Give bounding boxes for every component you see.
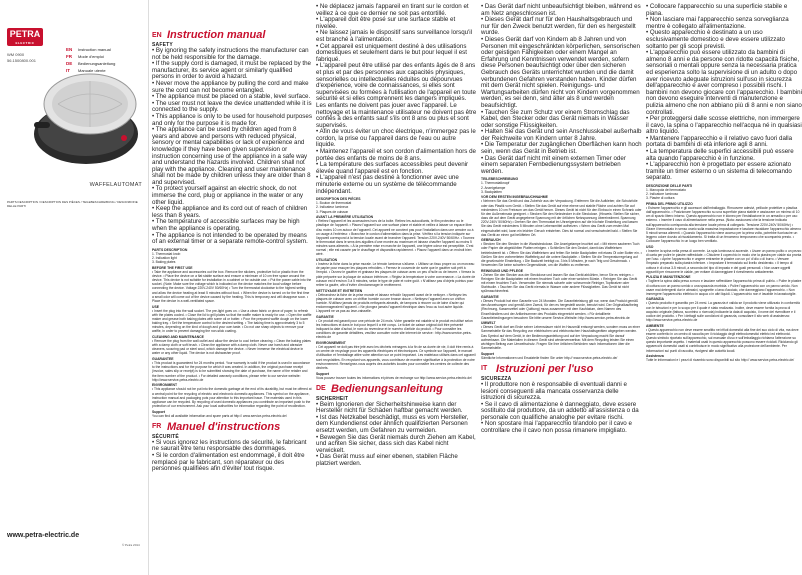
- language-code: IT: [481, 365, 488, 373]
- safety-item: • Tauchen Sie zum Schutz vor einem Stromschlag das Kabel, den Stecker oder das Gerät niemals in Wasser oder sonstige Flüssigkeiten.: [481, 108, 630, 129]
- subsection-text: • Remove the plug from the wall outlet and allow the device to cool before cleaning. • Clean the baking plates with a damp cloth or soft brush. • Clean the appliance with a damp cloth. Never use harsh and abrasive cleaners, scouring pad or steel wool, which damage the device. • Never immerse the electrical device in water or any other liquid. The device is not dishwasher proof.: [152, 338, 311, 356]
- safety-item: • Das Gerät muss auf einer ebenen, stabilen Fläche platziert werden.: [316, 453, 458, 468]
- subsection-heading: USE: [152, 304, 159, 309]
- subsection-heading: Support: [481, 351, 494, 356]
- subsection-heading: GARANZIA: [646, 297, 664, 302]
- subsection-heading: VOR DEM ERSTEN INGEBRAUCHNAHME: [481, 195, 548, 200]
- subsection-heading: GUARANTEE: [152, 357, 174, 362]
- safety-item: • If the supply cord is damaged, it must be replaced by the manufacturer, its service agent or similarly qualified persons in order to avoid a hazard.: [152, 60, 312, 81]
- safety-list: [479, 382, 642, 435]
- section-title: Bedienungsanleitung: [331, 382, 443, 395]
- language-entry: [66, 53, 146, 60]
- subsection-heading: Support: [152, 409, 165, 414]
- subsection-text: • This appliance should not be put into the domestic garbage at the end of its durability, but must be offered at a central point for the recycling of electric and electronic domestic appliances. This symbol on the appliance, instruction manual and packaging puts your attention to this important issue. The materials used in this appliance can be recycled. By recycling of used domestic appliances you contribute an important push to the protection of our environment. Ask your local authorities for information regarding the point of recollection.: [152, 387, 312, 408]
- safety-item: • Bewegen Sie das Gerät niemals durch Ziehen am Kabel, und achten Sie sicher, dass sich das Kabel nicht verwickelt.: [316, 433, 476, 454]
- parts-heading: DESCRIPTION DES PIÈCES: [316, 197, 361, 202]
- safety-item: • Das Gerät darf nicht unbeaufsichtigt bleiben, während es am Netz angeschlossen ist.: [481, 3, 641, 17]
- subsection-heading: CLEANING AND MAINTENANCE: [152, 334, 204, 339]
- subsection-text: • This product is guaranteed for 24 months period. Your warranty is valid if the product is used in accordance to the instructions and for the purpose for which it was created. In addition, the original purchase receipt (invoice, sales slip or receipt) is to be submitted showing the date of purchase, the name of the retailer and the item number of the product. • For detailed warranty conditions, please refer to our service website: http://www.service-petra-electric.de: [152, 361, 310, 382]
- subsection-heading: GARANTIE: [481, 295, 499, 300]
- safety-item: • Beim Ignorieren der Sicherheitshinweise kann der Hersteller nicht für Schäden haftbar gemacht werden.: [316, 400, 463, 415]
- subsection-text: • Estrarre l'apparecchio e gli accessori dall'imballaggio. Rimuovere adesivi, pellicole protettive o plastica dall'apparecchio. • Posizionare l'apparecchio su una superficie piana stabile e assicurare un minimo di 10 cm di spazio libero intorno. Questo apparecchio non è idoneo per l'installazione in un armadio o per uso esterno. • Inserire il cavo di alimentazione nella presa. (Nota: assicurarsi che la tensione indicata sull'apparecchio corrisponda alla tensione locale prima di collegarlo. Tensione 220V-240V 50/60Hz) • Girare il termostato in senso orario sulla massima impostazione e lasciare riscaldare l'apparecchio almeno 5 minuti senza alimenti. • Quando l'apparecchio viene acceso per la prima volta, potrebbe fuoriuscire un leggero odore dovuto al riscaldamento. Si tratta di un fenomeno temporaneo che scomparirà presto. • Collocare l'apparecchio in un luogo ben ventilato.: [646, 206, 801, 244]
- subsection-text: • Insérez la fiche dans la prise murale. Le témoin lumineux s'allume. • Utilisez un tissu propre ou un morceau de papier pour essuyer les plaques refroidies. • Fermez le couvercle de sorte que le gaufrier soit prêt à l'emploi. • Ouvrez le gaufrier et graissez les plaques de cuisson avec un peu d'huile ou de beurre. • Versez la pâte préparée sur la plaque de cuisson inférieure. • Réglez la température à votre convenance. • La durée de cuisson est d'environ 3 à 5 minutes, selon le type de pâte et votre goût. • N'utilisez pas d'objets pointus pour retirer la gaufre, afin d'éviter d'endommager le revêtement.: [316, 262, 476, 287]
- safety-item: • Halten Sie das Gerät und sein Anschlusskabel außerhalb der Reichweite von Kindern unter 8 Jahre.: [481, 128, 642, 142]
- subsection-heading: PULIZIA E MANUTENZIONE: [646, 275, 691, 280]
- subsection-heading: AMBIENTE: [646, 323, 664, 328]
- subsection-heading: SICUREZZA: [481, 375, 512, 382]
- small-text-block: [644, 184, 802, 362]
- safety-list: [314, 4, 477, 195]
- section-title: Istruzioni per l'uso: [496, 362, 594, 375]
- safety-item: • To protect yourself against an electric shock, do not immerse the cord, plug or appliance in the water or any other liquid.: [152, 185, 303, 206]
- column-italian: [644, 0, 802, 575]
- subsection-text: You can find all available information and spare parts at http:// www.service-petra-electric.de/: [152, 413, 287, 418]
- subsection-text: • Togliere la spina dalla presa a muro e lasciare raffreddare l'apparecchio prima di pulirlo. • Pulire le piastre di cottura con un panno umido o una spazzola morbida. • Pulire l'apparecchio con un panno umido. Non usare mai detergenti duri e abrasivi, spugnette o lana d'acciaio, che danneggiano l'apparecchio. • Non immergere l'apparecchio elettrico in acqua o in altri liquidi. L'apparecchio non è lavabile in lavastoviglie.: [646, 279, 802, 296]
- subsection-text: Sämtliche Informationen und Ersatzteile finden Sie unter http:// www.service-petra-electric.de/: [481, 355, 618, 360]
- subsection-heading: ENVIRONNEMENT: [316, 341, 346, 346]
- safety-item: • L'appareil n'est pas destiné à fonctionner avec une minuterie externe ou un système de télécommande indépendant.: [316, 174, 459, 195]
- safety-list: [479, 4, 642, 175]
- safety-item: • Per proteggersi dalle scosse elettriche, non immergere il cavo, la spina o l'apparecchio nell'acqua né in qualsiasi altro liquido.: [646, 115, 802, 136]
- language-code: FR: [66, 54, 72, 59]
- parts-description-caption: PARTS DESCRIPTION / DESCRIPTION DES PIÈCES / TEILEBESCHREIBUNG / DESCRIZIONE DELLE PARTI: [7, 200, 138, 208]
- safety-item: • L'appareil doit être posé sur une surface stable et nivelée.: [316, 16, 456, 30]
- subsection-heading: BEFORE THE FIRST USE: [152, 265, 193, 270]
- safety-item: • Dieses Gerät darf von Kindern ab 8 Jahren und von Personen mit eingeschränkten körperlichen, sensorischen oder geistigen Fähigkeiten oder einem Mangel an Erfahrung und Kenntnissen verwendet werden, sofern diese Personen beaufsichtigt oder über den sicheren Gebrauch des Geräts unterrichtet wurden und die damit verbundenen Gefahren verstanden haben. Kinder dürfen mit dem Gerät nicht spielen. Reinigungs- und Wartungsarbeiten dürfen nicht von Kindern vorgenommen werden, es sei denn, sind älter als 8 und werden beaufsichtigt.: [481, 35, 640, 109]
- safety-list: [150, 48, 312, 246]
- language-code: DE: [66, 61, 73, 66]
- part-item: 2. Indicateur lumineux: [316, 205, 349, 210]
- subsection-text: Tutte le informazioni e i pezzi di ricambio sono disponibili sul sito http:// www.service-petra-electric.de/: [646, 358, 795, 363]
- subsection-heading: USO: [646, 244, 654, 249]
- model-line: 56.1500800.001: [7, 58, 36, 63]
- safety-item: • Non lasciare mai l'apparecchio senza sorveglianza mentre è collegato all'alimentazione.: [646, 16, 789, 30]
- small-text-block: [150, 248, 312, 418]
- subsection-text: • Dieses Gerät darf am Ende seiner Lebensdauer nicht im Hausmüll entsorgt werden, sondern muss an einer Sammelstelle für das Recycling von elektrischen und elektronischen Haushaltsgeräten abgegeben werden. Das Symbol auf dem Gerät, in der Bedienungsanleitung und auf der Verpackung macht Sie darauf aufmerksam. Die Materialien in diesem Gerät sind wiederverwertbar. Mit dem Recycling leisten Sie einen wichtigen Beitrag zum Umweltschutz. Fragen Sie Ihre örtlichen Behörden nach Informationen über die Sammelstelle.: [481, 325, 640, 351]
- waffle-maker-image: [28, 64, 146, 172]
- safety-item: • L'appareil peut être utilisé par des enfants âgés de 8 ans et plus et par des personnes aux capacités physiques, sensorielles ou intellectuelles réduites ou dépourvues d'expérience, voire de connaissances, si elles sont supervisées ou formées à l'utilisation de l'appareil en toute sécurité et si elles comprennent les dangers impliqués. Les enfants ne doivent pas jouer avec l'appareil. Le nettoyage et la maintenance utilisateur ne doivent pas être confiés à des enfants sauf s'ils ont 8 ans ou plus et sont supervisés.: [316, 62, 477, 129]
- part-item: 1. Thermostat knob: [152, 251, 181, 256]
- safety-item: • Afin de vous éviter un choc électrique, n'immergez pas le cordon, la prise ou l'appareil dans de l'eau ou autre liquide.: [316, 128, 476, 149]
- safety-item: • La température des surfaces accessibles peut devenir élevée quand l'appareil est en fonction.: [316, 161, 469, 175]
- section-header-it: [481, 363, 642, 375]
- column-german-italian: [479, 0, 642, 575]
- safety-item: • Maintenez l'appareil et son cordon d'alimentation hors de portée des enfants de moins de 8 ans.: [316, 148, 476, 162]
- subsection-heading: REINIGUNG UND PFLEGE: [481, 268, 524, 273]
- safety-item: • Questo apparecchio è destinato a un uso esclusivamente domestico e deve essere utilizzato soltanto per gli scopi previsti.: [646, 29, 785, 50]
- parts-heading: DESCRIZIONE DELLE PARTI: [646, 184, 693, 189]
- safety-item: • The user must not leave the device unattended while it is connected to the supply.: [152, 99, 312, 114]
- subsection-text: • Insert the plug into the wall socket. The pre-light goes on. • Use a clean fabric or piece of paper, to refresh with the plates cooled. • Close the lid to grill plates so that the waffle maker is ready for use. • Open the waffle maker and grease both baking plates with some oil or butter. • Pour the prepared waffle dough on the lower baking tray. • Set the temperature control to the desired setting. • The baking time is approximately 3 to 5 minutes, depending on the kind of dough and your own taste. • Do not use sharp objects to remove your waffle, in order to prevent damaging the non-stick coating.: [152, 308, 312, 334]
- subsection-heading: GEBRAUCH: [481, 238, 501, 243]
- language-code: IT: [66, 68, 70, 73]
- part-item: 3. Baking plates: [152, 260, 176, 265]
- subsection-text: • Dieses Produkt hat eine Garantie von 24 Monaten. Die Garantieleistung gilt nur, wenn das Produkt gemäß den Anweisungen und gemäß dem Zweck, für den es hergestellt wurde, benutzt wird. Der Originalkaufbeleg (Rechnung, Kassenzettel oder Quittung) muss zusammen mit dem Kaufdatum, dem Namen des Einzelhändlers und der Artikelnummer des Produkts eingereicht werden. • Für detaillierte Garantiebedingungen besuchen Sie bitte unsere Service-Website: http://www.service-petra-electric.de: [481, 299, 639, 320]
- small-text-block: [479, 177, 642, 359]
- safety-item: • Never move the appliance by pulling the cord and make sure the cord can not become entangled.: [152, 79, 309, 94]
- brand-name: PETRA: [9, 29, 41, 39]
- subsection-heading: SICHERHEIT: [316, 395, 349, 402]
- parts-heading: PARTS DESCRIPTION: [152, 247, 188, 252]
- parts-heading: TEILEBESCHREIBUNG: [481, 177, 519, 182]
- safety-item: • Non spostare mai l'apparecchio tirandolo per il cavo e controllare che il cavo non possa rimanere impigliato.: [481, 420, 632, 435]
- subsection-text: • Ziehen Sie den Stecker aus der Steckdose und lassen Sie das Gerät abkühlen, bevor Sie es reinigen. • Reinigen Sie die Backplatten mit einem feuchten Tuch oder einer weichen Bürste. • Reinigen Sie das Gerät mit einem feuchten Tuch. Verwenden Sie niemals scharfe oder scheuernde Reiniger, Topfkratzer oder Stahlwolle. • Tauchen Sie das Gerät niemals in Wasser oder andere Flüssigkeiten. Das Gerät ist nicht spülmaschinenfest.: [481, 272, 638, 294]
- subsection-text: • Débranchez la fiche de la prise murale et laissez refroidir l'appareil avant de le nettoyer. • Nettoyez les plaques de cuisson avec un chiffon humide ou une brosse douce. • Nettoyez l'appareil avec un chiffon humide. N'utilisez jamais de produits nettoyants abrasifs, de tampons à récurer ou de laine d'acier qui endommageraient l'appareil. • Ne plongez jamais l'appareil électrique dans l'eau ou tout autre liquide. L'appareil ne va pas au lave-vaisselle.: [316, 292, 467, 314]
- cover-panel: [0, 0, 149, 575]
- subsection-text: • Inserire la spina nella presa di corrente. La spia luminosa si accende. • Usare un panno pulito o un pezzo di carta per pulire le piastre raffreddate. • Chiudere il coperchio in modo che la piastra per cialde sia pronta per l'uso. • Aprire l'apparecchio e ungere entrambe le piastre con un po' d'olio o di burro. • Versare l'impasto preparato sulla piastra inferiore. • Impostare il termostato sul livello desiderato. • Il tempo di cottura è di circa 3-5 minuti, a seconda del tipo di impasto e dei gusti personali. • Non usare oggetti appuntiti per rimuovere le cialde, per evitare di danneggiare il rivestimento antiaderente.: [646, 248, 802, 274]
- subsection-heading: NETTOYAGE ET ENTRETIEN: [316, 288, 363, 293]
- language-label: Instruction manual: [78, 47, 111, 52]
- language-label: Mode d'emploi: [78, 54, 104, 59]
- subsection-text: • Ce produit est garanti pour une période de 24 mois. Votre garantie est valable si le produit est utilisé selon les instructions et dans le but pour lequel il a été conçu. Le ticket de caisse original doit être présenté indiquant la date d'achat, le nom du revendeur et le numéro d'article du produit. • Pour connaître les conditions de garantie détaillées, veuillez consulter notre site internet de service : http://www.service-petra-electric.de: [316, 318, 473, 340]
- subsection-text: • Take the appliance and accessories out the box. Remove the stickers, protective foil or plastic from the device. • Place the device on a flat stable surface and ensure a minimum of 10 cm free space around the device. This device is not suitable for installation in a cabinet or for outside use. • Put the power cable into the socket. (Note: Make sure the voltage which is indicated on the device matches the local voltage before connecting the device. Voltage 220V-240V 50/60Hz) • Turn the thermostat clockwise to the highest setting and allow the device heating at least 5 minutes without food. • When the device is turned on for the first time a small odor will come out of the device caused by the heating. This is temporary and will disappear soon. • Place the device in a well-ventilated space.: [152, 269, 312, 303]
- subsection-text: • Cet appareil ne doit pas être jeté avec les déchets ménagers à la fin de sa durée de vie, il doit être remis à un centre de recyclage pour les appareils électriques et électroniques. Ce symbole sur l'appareil, le manuel d'utilisation et l'emballage attire votre attention sur ce point important. Les matériaux utilisés dans cet appareil sont recyclables. En recyclant vos appareils, vous contribuez de manière significative à la protection de notre environnement. Renseignez-vous auprès des autorités locales pour connaître les centres de collecte des déchets.: [316, 345, 476, 370]
- safety-item: • La temperatura delle superfici accessibili può essere alta quando l'apparecchio è in funzione.: [646, 148, 794, 162]
- subsection-heading: SAFETY: [152, 42, 173, 48]
- subsection-heading: SÉCURITÉ: [152, 433, 179, 440]
- safety-item: • Keep the appliance and its cord out of reach of children less than 8 years.: [152, 205, 308, 219]
- model-line: WM 0900: [7, 52, 25, 57]
- language-entry: [66, 46, 146, 53]
- section-header-en: [152, 29, 312, 41]
- part-item: 2. Anzeigelampe: [481, 185, 506, 190]
- safety-item: • Mantenere l'apparecchio e il relativo cavo fuori dalla portata di bambini di età inferiore agli 8 anni.: [646, 134, 793, 149]
- safety-item: • L'apparecchio non è progettato per essere azionato tramite un timer esterno o un sistema di telecomando separato.: [646, 161, 792, 182]
- part-item: 3. Plaques de cuisson: [316, 209, 349, 214]
- small-text-block: [314, 197, 477, 379]
- safety-item: • Si le cordon d'alimentation est endommagé, il doit être remplacé par le fabricant, son réparateur ou des personnes qualifiées afin d'éviter tout risque.: [152, 452, 305, 473]
- product-name: WAFFELAUTOMAT: [89, 182, 142, 188]
- subsection-heading: UMWELT: [481, 321, 496, 326]
- safety-list: [644, 4, 802, 182]
- subsection-heading: UTILISATION: [316, 258, 338, 263]
- safety-item: • Dieses Gerät darf nur für den Haushaltsgebrauch und nur für den Zweck benutzt werden, für den es hergestellt wurde.: [481, 16, 636, 37]
- copyright: © Petra 2014: [122, 543, 140, 547]
- subsection-text: • Retirez l'appareil et les accessoires hors de la boîte. Retirez les autocollants, le film protecteur ou le plastique de l'appareil. • Placez l'appareil sur une surface plane et stable et veillez à laisser un espace libre d'au moins 10 cm autour de l'appareil. Cet appareil ne convient pas pour l'installation dans une armoire ou à un usage à l'extérieur. • Branchez le cordon d'alimentation dans la prise. Vérifiez si la tension indiquée sur l'appareil correspond à la tension locale avant de brancher l'appareil. Tension 220V-240V 50/60Hz. • Tournez le thermostat dans le sens des aiguilles d'une montre au maximum et laissez chauffer l'appareil au moins 5 minutes sans aliments. • À la première mise en marche de l'appareil, une légère odeur est perceptible. C'est normal ; elle est causée par le chauffage et disparaîtra rapidement. • Placez l'appareil dans un endroit bien aéré.: [316, 219, 475, 257]
- safety-item: • Collocare l'apparecchio su una superficie stabile e piana.: [646, 3, 788, 17]
- safety-item: • Il produttore non è responsabile di eventuali danni e lesioni conseguenti alla mancata osservanza delle istruzioni di sicurezza.: [481, 380, 627, 402]
- safety-item: • Se il cavo di alimentazione è danneggiato, deve essere sostituito dal produttore, da un addetto all'assistenza o da personale con qualifiche analoghe per evitare rischi.: [481, 400, 639, 421]
- language-code: EN: [66, 47, 73, 52]
- language-code: FR: [152, 423, 162, 431]
- subsection-heading: ENVIRONMENT: [152, 383, 178, 388]
- subsection-text: Vous pouvez trouver toutes les informations et pièces de rechange sur http://www.service-petra-electric.de/: [316, 375, 472, 380]
- part-item: 2. Indication light: [152, 255, 177, 260]
- subsection-heading: AVANT LA PREMIÈRE UTILISATION: [316, 215, 374, 220]
- safety-item: • Ist das Netzkabel beschädigt, muss es vom Hersteller, dem Kundendienst oder ähnlich qualifizierten Personen ersetzt werden, um Gefahren zu vermeiden.: [316, 413, 469, 435]
- safety-item: • By ignoring the safety instructions the manufacturer can not be held responsible for the damage.: [152, 47, 309, 61]
- subsection-heading: GARANTIE: [316, 314, 334, 319]
- safety-item: • Si vous ignorez les instructions de sécurité, le fabricant ne saurait être tenu responsable des dommages.: [152, 438, 307, 453]
- section-header-fr: [152, 421, 312, 433]
- subsection-heading: Support: [316, 371, 329, 376]
- language-code: EN: [152, 31, 162, 39]
- petra-logo: [7, 28, 43, 46]
- subsection-text: • Nehmen Sie das Gerät und das Zubehör aus der Verpackung. Entfernen Sie die Aufkleber, die Schutzfolie oder das Plastik vom Gerät. • Stellen Sie das Gerät auf eine ebene und stabile Fläche und achten Sie auf mindestens 10 cm Freiraum um das Gerät herum. Dieses Gerät ist nicht für den Einbau in einen Schrank oder für den Außeneinsatz geeignet. • Stecken Sie den Netzstecker in die Steckdose. (Hinweis: Stellen Sie sicher, dass die auf dem Gerät angegebene Spannung mit der örtlichen Netzspannung übereinstimmt. Spannung 220V-240V 50/60Hz) • Drehen Sie den Thermostat im Uhrzeigersinn auf die höchste Einstellung und lassen Sie das Gerät mindestens 5 Minuten ohne Lebensmittel aufheizen. • Wenn das Gerät zum ersten Mal eingeschaltet wird, kann ein leichter Geruch entstehen. Dies ist normal und verschwindet bald. • Stellen Sie das Gerät an einen gut belüfteten Ort.: [481, 199, 642, 237]
- safety-item: • The appliance must be placed on a stable, level surface.: [152, 93, 311, 101]
- part-item: 2. Indicatore luminoso: [646, 192, 679, 197]
- language-label: Bedienungsanleitung: [78, 61, 116, 66]
- brand-subtitle: ELECTRIC: [15, 41, 35, 45]
- language-label: Manuale utente: [78, 68, 106, 73]
- subsection-heading: PRIMA DEL PRIMO UTILIZZO: [646, 202, 693, 206]
- part-item: 1. Thermostatknopf: [481, 181, 510, 186]
- safety-item: • The appliance is not intended to be operated by means of an external timer or a separate remote-control system.: [152, 231, 308, 246]
- part-item: 1. Bouton de thermostat: [316, 201, 352, 206]
- safety-item: • Die Temperatur der zugänglichen Oberflächen kann hoch sein, wenn das Gerät in Betrieb ist.: [481, 141, 642, 156]
- part-item: 3. Piastre di cottura: [646, 196, 675, 201]
- safety-item: • Ne déplacez jamais l'appareil en tirant sur le cordon et veillez à ce que ce dernier ne soit pas entortillé.: [316, 3, 469, 17]
- part-item: 1. Manopola del termostato: [646, 188, 686, 193]
- subsection-text: • Stecken Sie den Stecker in die Wandsteckdose. Die Anzeigelampe leuchtet auf. • Mit einem sauberen Tuch oder Papier die abgekühlten Platten reinigen. • Schließen Sie den Deckel, damit das Waffeleisen betriebsbereit ist. • Öffnen Sie das Waffeleisen und fetten Sie beide Backplatten mit etwas Öl oder Butter ein. • Gießen Sie den vorbereiteten Waffelteig auf die untere Backplatte. • Stellen Sie die Temperaturregelung auf die gewünschte Einstellung. • Die Backzeit beträgt ca. 3 bis 5 Minuten, je nach Teig und Geschmack. • Verwenden Sie keine scharfen Gegenstände, um die Waffeln zu entfernen.: [481, 242, 642, 268]
- section-title: Instruction manual: [167, 29, 266, 41]
- safety-item: • Das Gerät darf nicht mit einem externen Timer oder einem separaten Fernbedienungssystem betrieben werden.: [481, 154, 626, 175]
- safety-item: • Cet appareil est uniquement destiné à des utilisations domestiques et seulement dans le but pour lequel il est fabriqué.: [316, 42, 467, 63]
- safety-list: [314, 402, 477, 468]
- safety-item: • The appliance can be used by children aged from 8 years and above and persons with reduced physical, sensory or mental capabilities or lack of experience and knowledge if they have been given supervision or instruction concerning use of the appliance in a safe way and understand the hazards involved. Children shall not play with the appliance. Cleaning and user maintenance shall not be made by children unless they are older than 8 and supervised.: [152, 126, 311, 186]
- subsection-text: • Questo apparecchio non deve essere smaltito nei rifiuti domestici alla fine del suo ciclo di vita, ma deve essere conferito in un centro di raccolta per il riciclaggio degli elettrodomestici elettrici ed elettronici. Questo simbolo riportato sull'apparecchio, sul manuale d'uso e sull'imballaggio richiama l'attenzione su questo importante aspetto. I materiali usati in questo apparecchio possono essere riciclati. Riciclando gli apparecchi domestici usati si contribuisce in modo significativo alla protezione dell'ambiente. Per informazioni sui punti di raccolta, rivolgersi alle autorità locali.: [646, 327, 799, 353]
- column-french-german: [314, 0, 477, 575]
- safety-item: • This appliance is only to be used for household purposes and only for the purpose it is made for.: [152, 112, 312, 127]
- safety-item: • Ne laissez jamais le dispositif sans surveillance lorsqu'il est branché à l'alimentation.: [316, 29, 473, 43]
- safety-item: • The temperature of accessible surfaces may be high when the appliance is operating.: [152, 218, 300, 233]
- part-item: 3. Backplatten: [481, 189, 502, 194]
- model-number: [7, 52, 36, 64]
- section-title: Manuel d'instructions: [167, 420, 281, 433]
- safety-item: • L'apparecchio può essere utilizzato da bambini di almeno 8 anni e da persone con ridotte capacità fisiche, sensoriali o mentali oppure senza la necessaria pratica ed esperienza solto la supervisione di un adulto o dopo aver ricevuto adeguate istruzioni sull'uso in sicurezza dell'apparecchio e aver compreso i possibili rischi. I bambini non devono giocare con l'apparecchio. I bambini non devono eseguire interventi di manutenzione e pulizia almeno che non abbiano più di 8 anni e non siano controllati.: [646, 49, 802, 116]
- column-english: [150, 0, 312, 575]
- safety-list: [150, 440, 312, 473]
- language-code: DE: [316, 385, 326, 393]
- subsection-heading: Assistenza: [646, 354, 664, 359]
- website-url: www.petra-electric.de: [7, 532, 80, 539]
- subsection-text: • Questo prodotto è garantito per 24 mesi. La garanzia è valida se il prodotto viene utilizzato in conformità con le istruzioni e per lo scopo per il quale è stato realizzato. Inoltre, deve essere fornita la prova di acquisto originale (fattura, scontrino o ricevuta) indicante la data di acquisto, il nome del rivenditore e il codice del prodotto. • Per i dettagli sulle condizioni di garanzia, consultare il sito web di assistenza: http://www.service-petra-electric.de: [646, 301, 800, 323]
- section-header-de: [316, 383, 477, 395]
